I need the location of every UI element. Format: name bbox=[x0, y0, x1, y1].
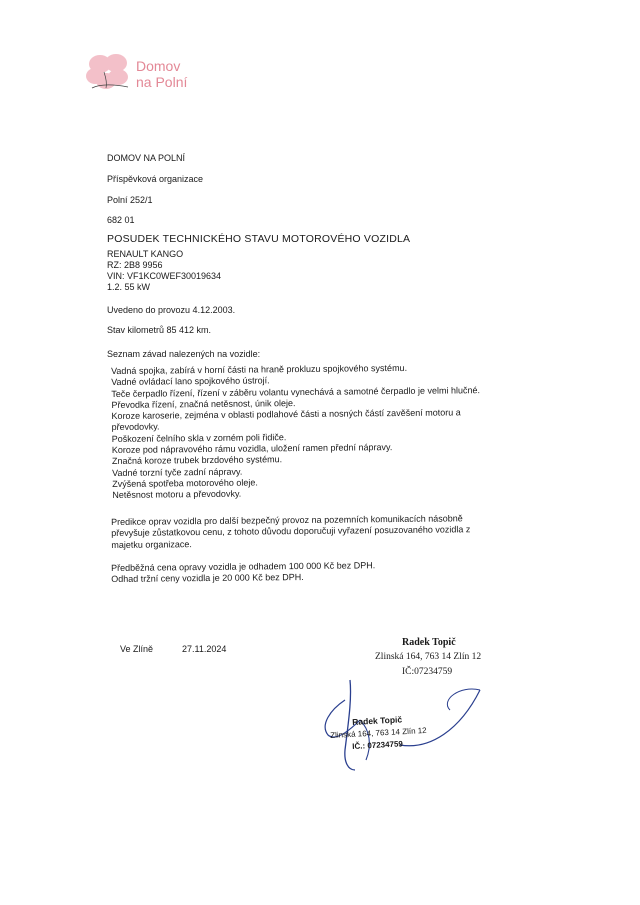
vehicle-vin: VIN: VF1KC0WEF30019634 bbox=[107, 271, 222, 281]
vehicle-model: RENAULT KANGO bbox=[107, 249, 184, 259]
list-item: Vadné torzní tyče zadní nápravy. bbox=[112, 466, 243, 478]
prediction-paragraph bbox=[111, 513, 511, 551]
vehicle-rz: RZ: 2B8 9956 bbox=[107, 260, 163, 270]
list-item: Koroze karoserie, zejména v oblasti podlahové části a nosných částí zavěšení motoru a bbox=[111, 407, 461, 422]
signer-name: Radek Topič bbox=[402, 637, 456, 648]
list-item: Značná koroze trubek brzdového systému. bbox=[111, 454, 283, 467]
logo-line2: na Polní bbox=[136, 74, 188, 90]
prediction-line: Predikce oprav vozidla pro další bezpečný provoz na pozemních komunikacích násobně bbox=[111, 513, 463, 527]
place: Ve Zlíně bbox=[120, 644, 154, 654]
list-item: Teče čerpadlo řízení, řízení v záběru volantu vynechává a samotné čerpadlo je velmi hlučné. bbox=[111, 384, 481, 399]
signer-ic: IČ:07234759 bbox=[402, 667, 453, 677]
stamp-ic: IČ.: 07234759 bbox=[352, 739, 404, 751]
defects-list bbox=[111, 362, 512, 502]
list-item: Poškození čelního skla v zorném poli řidiče. bbox=[111, 431, 287, 444]
vehicle-block bbox=[107, 249, 221, 293]
repair-cost: Předběžná cena opravy vozidla je odhadem 100 000 Kč bez DPH. bbox=[111, 560, 376, 573]
addressee-zip: 682 01 bbox=[107, 215, 135, 225]
addressee-name: DOMOV NA POLNÍ bbox=[107, 153, 186, 163]
addressee-type: Příspěvková organizace bbox=[107, 174, 204, 184]
list-item: Vadné ovládací lano spojkového ústrojí. bbox=[111, 375, 270, 388]
market-value: Odhad tržní ceny vozidla je 20 000 Kč bez DPH. bbox=[111, 572, 304, 585]
defects-heading: Seznam závad nalezených na vozidle: bbox=[107, 349, 261, 359]
signature-icon bbox=[300, 670, 500, 780]
list-item: převodovky. bbox=[111, 421, 160, 433]
prediction-line: majetku organizace. bbox=[111, 538, 192, 550]
date: 27.11.2024 bbox=[182, 644, 227, 654]
in-service-date: Uvedeno do provozu 4.12.2003. bbox=[107, 305, 236, 315]
logo-line1: Domov bbox=[136, 58, 181, 74]
list-item: Převodka řízení, značná netěsnost, únik oleje. bbox=[111, 397, 296, 410]
document-title: POSUDEK TECHNICKÉHO STAVU MOTOROVÉHO VOZIDLA bbox=[107, 233, 411, 245]
costs-paragraph bbox=[111, 559, 511, 586]
logo-text bbox=[136, 58, 187, 90]
list-item: Koroze pod nápravového rámu vozidla, uložení ramen přední nápravy. bbox=[111, 442, 393, 456]
vehicle-engine: 1.2. 55 kW bbox=[107, 282, 151, 292]
addressee-street: Polní 252/1 bbox=[107, 195, 153, 205]
odometer: Stav kilometrů 85 412 km. bbox=[107, 325, 212, 335]
signer-address: Zlinská 164, 763 14 Zlín 12 bbox=[375, 652, 482, 662]
list-item: Zvýšená spotřeba motorového oleje. bbox=[112, 477, 258, 489]
list-item: Netěsnost motoru a převodovky. bbox=[112, 488, 242, 501]
list-item: Vadná spojka, zabírá v horní části na hraně prokluzu spojkového systému. bbox=[111, 362, 408, 376]
prediction-line: převyšuje zůstatkovou cenu, z tohoto důvodu doporučuji vyřazení posuzovaného vozidla z bbox=[111, 524, 471, 539]
stamp-address: Zlinská 164, 763 14 Zlín 12 bbox=[330, 725, 427, 740]
stamp-name: Radek Topič bbox=[352, 714, 403, 727]
